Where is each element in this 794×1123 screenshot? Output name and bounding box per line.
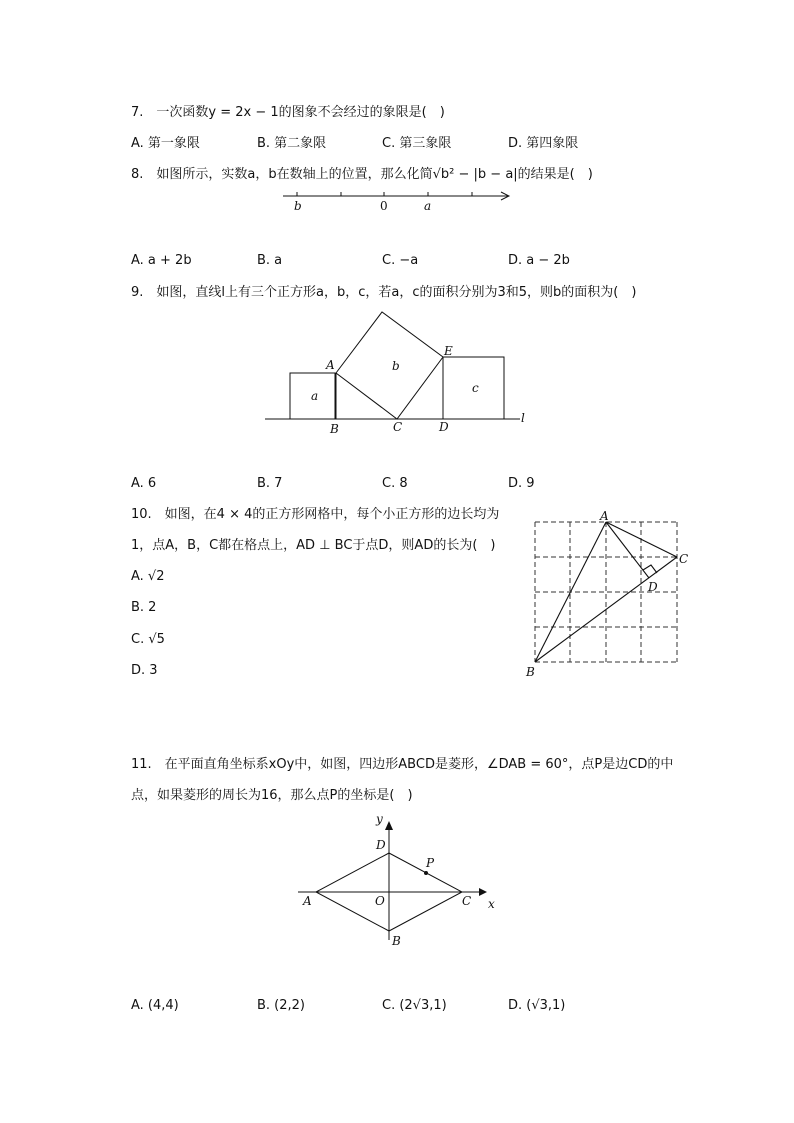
q10-stem-line-2: 1，点A，B，C都在格点上，AD ⊥ BC于点D，则AD的长为( ) [131, 538, 496, 553]
q10-option-b: B. 2 [131, 600, 157, 615]
q11-label-B: B [392, 934, 401, 948]
q10-label-D: D [648, 580, 658, 594]
q7-stem: 7. 一次函数y = 2x − 1的图象不会经过的象限是( ) [131, 105, 445, 120]
q7-option-c: C. 第三象限 [382, 136, 452, 151]
q11-label-P: P [426, 856, 435, 870]
q10-label-C: C [679, 552, 689, 566]
q9-label-C: C [393, 420, 403, 434]
q9-stem: 9. 如图，直线l上有三个正方形a，b，c，若a，c的面积分别为3和5，则b的面积为( ) [131, 285, 637, 300]
q11-label-A: A [303, 894, 312, 908]
q11-label-C: C [462, 894, 472, 908]
q8-label-zero: 0 [380, 199, 388, 213]
q8-option-b: B. a [257, 253, 283, 268]
q8-label-a: a [424, 199, 432, 213]
q11-stem-line-2: 点，如果菱形的周长为16，那么点P的坐标是( ) [131, 788, 413, 803]
q10-option-d: D. 3 [131, 663, 158, 678]
q8-stem: 8. 如图所示，实数a，b在数轴上的位置，那么化简√b² − |b − a|的结果是( ) [131, 167, 593, 182]
q9-label-A: A [326, 358, 335, 372]
q7-option-b: B. 第二象限 [257, 136, 327, 151]
q11-label-x: x [488, 897, 495, 911]
q7-option-a: A. 第一象限 [131, 136, 200, 151]
q11-option-c: C. (2√3,1) [382, 998, 447, 1013]
q11-label-y: y [376, 812, 383, 826]
q11-option-d: D. (√3,1) [508, 998, 566, 1013]
q8-label-b: b [294, 199, 302, 213]
q11-label-O: O [375, 894, 385, 908]
q9-label-D: D [439, 420, 449, 434]
q11-option-a: A. (4,4) [131, 998, 179, 1013]
q10-label-A: A [600, 509, 609, 523]
q8-option-d: D. a − 2b [508, 253, 570, 268]
q7-option-d: D. 第四象限 [508, 136, 579, 151]
q9-label-B: B [330, 422, 339, 436]
q8-option-a: A. a + 2b [131, 253, 192, 268]
q10-option-a: A. √2 [131, 569, 165, 584]
q11-label-D: D [376, 838, 386, 852]
q9-label-b: b [392, 359, 400, 373]
q8-option-c: C. −a [382, 253, 419, 268]
q9-label-a: a [311, 389, 319, 403]
q9-option-d: D. 9 [508, 476, 535, 491]
q9-label-c: c [472, 381, 479, 395]
q9-option-c: C. 8 [382, 476, 408, 491]
q10-label-B: B [526, 665, 535, 679]
q9-label-l: l [521, 411, 525, 425]
q11-option-b: B. (2,2) [257, 998, 306, 1013]
q9-option-a: A. 6 [131, 476, 157, 491]
q9-label-E: E [444, 344, 453, 358]
q11-stem-line-1: 11. 在平面直角坐标系xOy中，如图，四边形ABCD是菱形，∠DAB = 60°，点P是边CD的中 [131, 757, 674, 772]
q10-stem-line-1: 10. 如图，在4 × 4的正方形网格中，每个小正方形的边长均为 [131, 507, 500, 522]
q10-option-c: C. √5 [131, 632, 165, 647]
q9-option-b: B. 7 [257, 476, 283, 491]
